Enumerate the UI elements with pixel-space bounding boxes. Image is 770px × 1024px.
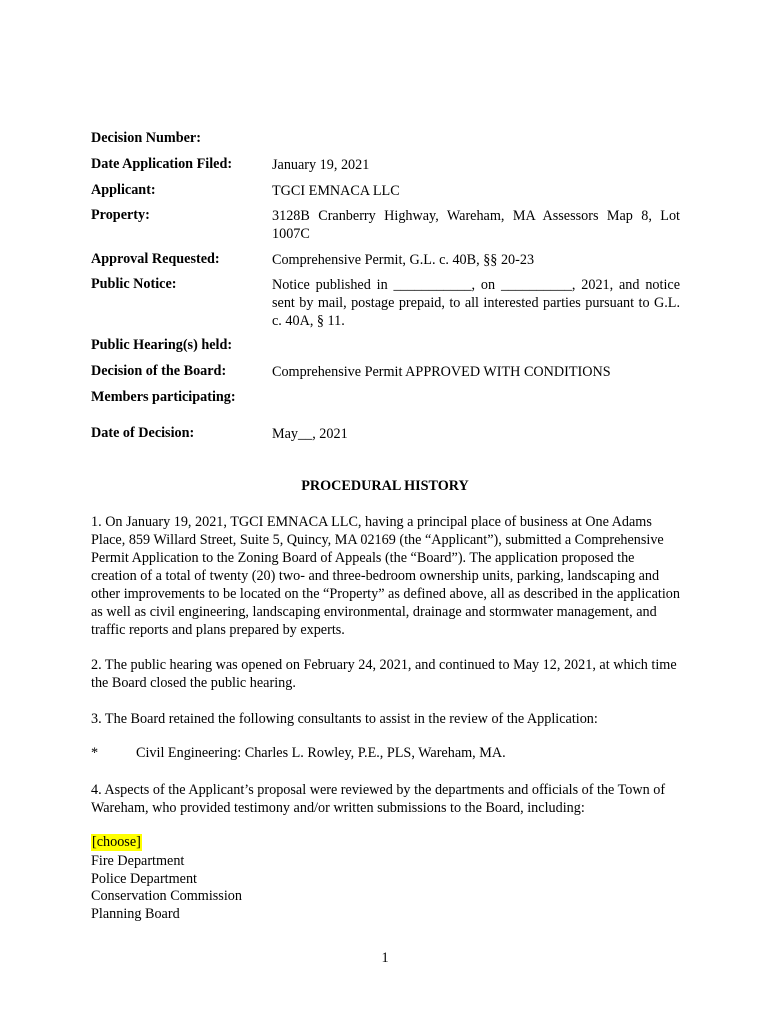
property-value: 3128B Cranberry Highway, Wareham, MA Assessors Map 8, Lot 1007C	[272, 208, 680, 242]
applicant-value: TGCI EMNACA LLC	[272, 183, 400, 199]
property-label: Property:	[91, 207, 150, 223]
approval-requested-label: Approval Requested:	[91, 251, 220, 267]
department-item: Planning Board	[91, 906, 180, 922]
decision-number-label: Decision Number:	[91, 130, 201, 146]
section-heading: PROCEDURAL HISTORY	[301, 478, 469, 494]
public-notice-label: Public Notice:	[91, 276, 177, 292]
members-participating-label: Members participating:	[91, 389, 236, 405]
date-of-decision-label: Date of Decision:	[91, 425, 195, 441]
date-of-decision-value: May__, 2021	[272, 426, 348, 442]
paragraph-1: 1. On January 19, 2021, TGCI EMNACA LLC, having a principal place of business at One Adams Place, 859 Willard Street, Suite 5, Quincy, MA 02169 (the “Applicant”), submitted a Comprehensive Permit Application to the Zoning Board of Appeals (the “Board”). The application proposed the creation of a total of twenty (20) two- and three-bedroom ownership units, parking, landscaping and other improvements to be located on the “Property” as defined above, all as described in the application as well as civil engineering, landscaping environmental, drainage and stormwater management, and traffic reports and plans prepared by experts.	[91, 514, 680, 638]
public-notice-value: Notice published in ___________, on __________, 2021, and notice sent by mail, postage prepaid, to all interested parties pursuant to G.L. c. 40A, § 11.	[272, 277, 680, 329]
department-item: Fire Department	[91, 853, 185, 869]
department-item: Conservation Commission	[91, 888, 242, 904]
decision-of-board-label: Decision of the Board:	[91, 363, 227, 379]
choose-dropdown-field[interactable]: [choose]	[92, 834, 141, 850]
decision-of-board-value: Comprehensive Permit APPROVED WITH CONDITIONS	[272, 364, 611, 380]
paragraph-3: 3. The Board retained the following consultants to assist in the review of the Application:	[91, 711, 598, 727]
page-number: 1	[381, 950, 389, 966]
paragraph-2: 2. The public hearing was opened on February 24, 2021, and continued to May 12, 2021, at which time the Board closed the public hearing.	[91, 657, 677, 691]
date-filed-label: Date Application Filed:	[91, 156, 233, 172]
public-hearings-label: Public Hearing(s) held:	[91, 337, 233, 353]
consultant-item: Civil Engineering: Charles L. Rowley, P.E., PLS, Wareham, MA.	[136, 745, 506, 761]
department-item: Police Department	[91, 871, 197, 887]
bullet-marker: *	[91, 745, 99, 761]
paragraph-4: 4. Aspects of the Applicant’s proposal were reviewed by the departments and officials of the Town of Wareham, who provided testimony and/or written submissions to the Board, including:	[91, 782, 666, 816]
date-filed-value: January 19, 2021	[272, 157, 370, 173]
applicant-label: Applicant:	[91, 182, 156, 198]
approval-requested-value: Comprehensive Permit, G.L. c. 40B, §§ 20-23	[272, 252, 535, 268]
